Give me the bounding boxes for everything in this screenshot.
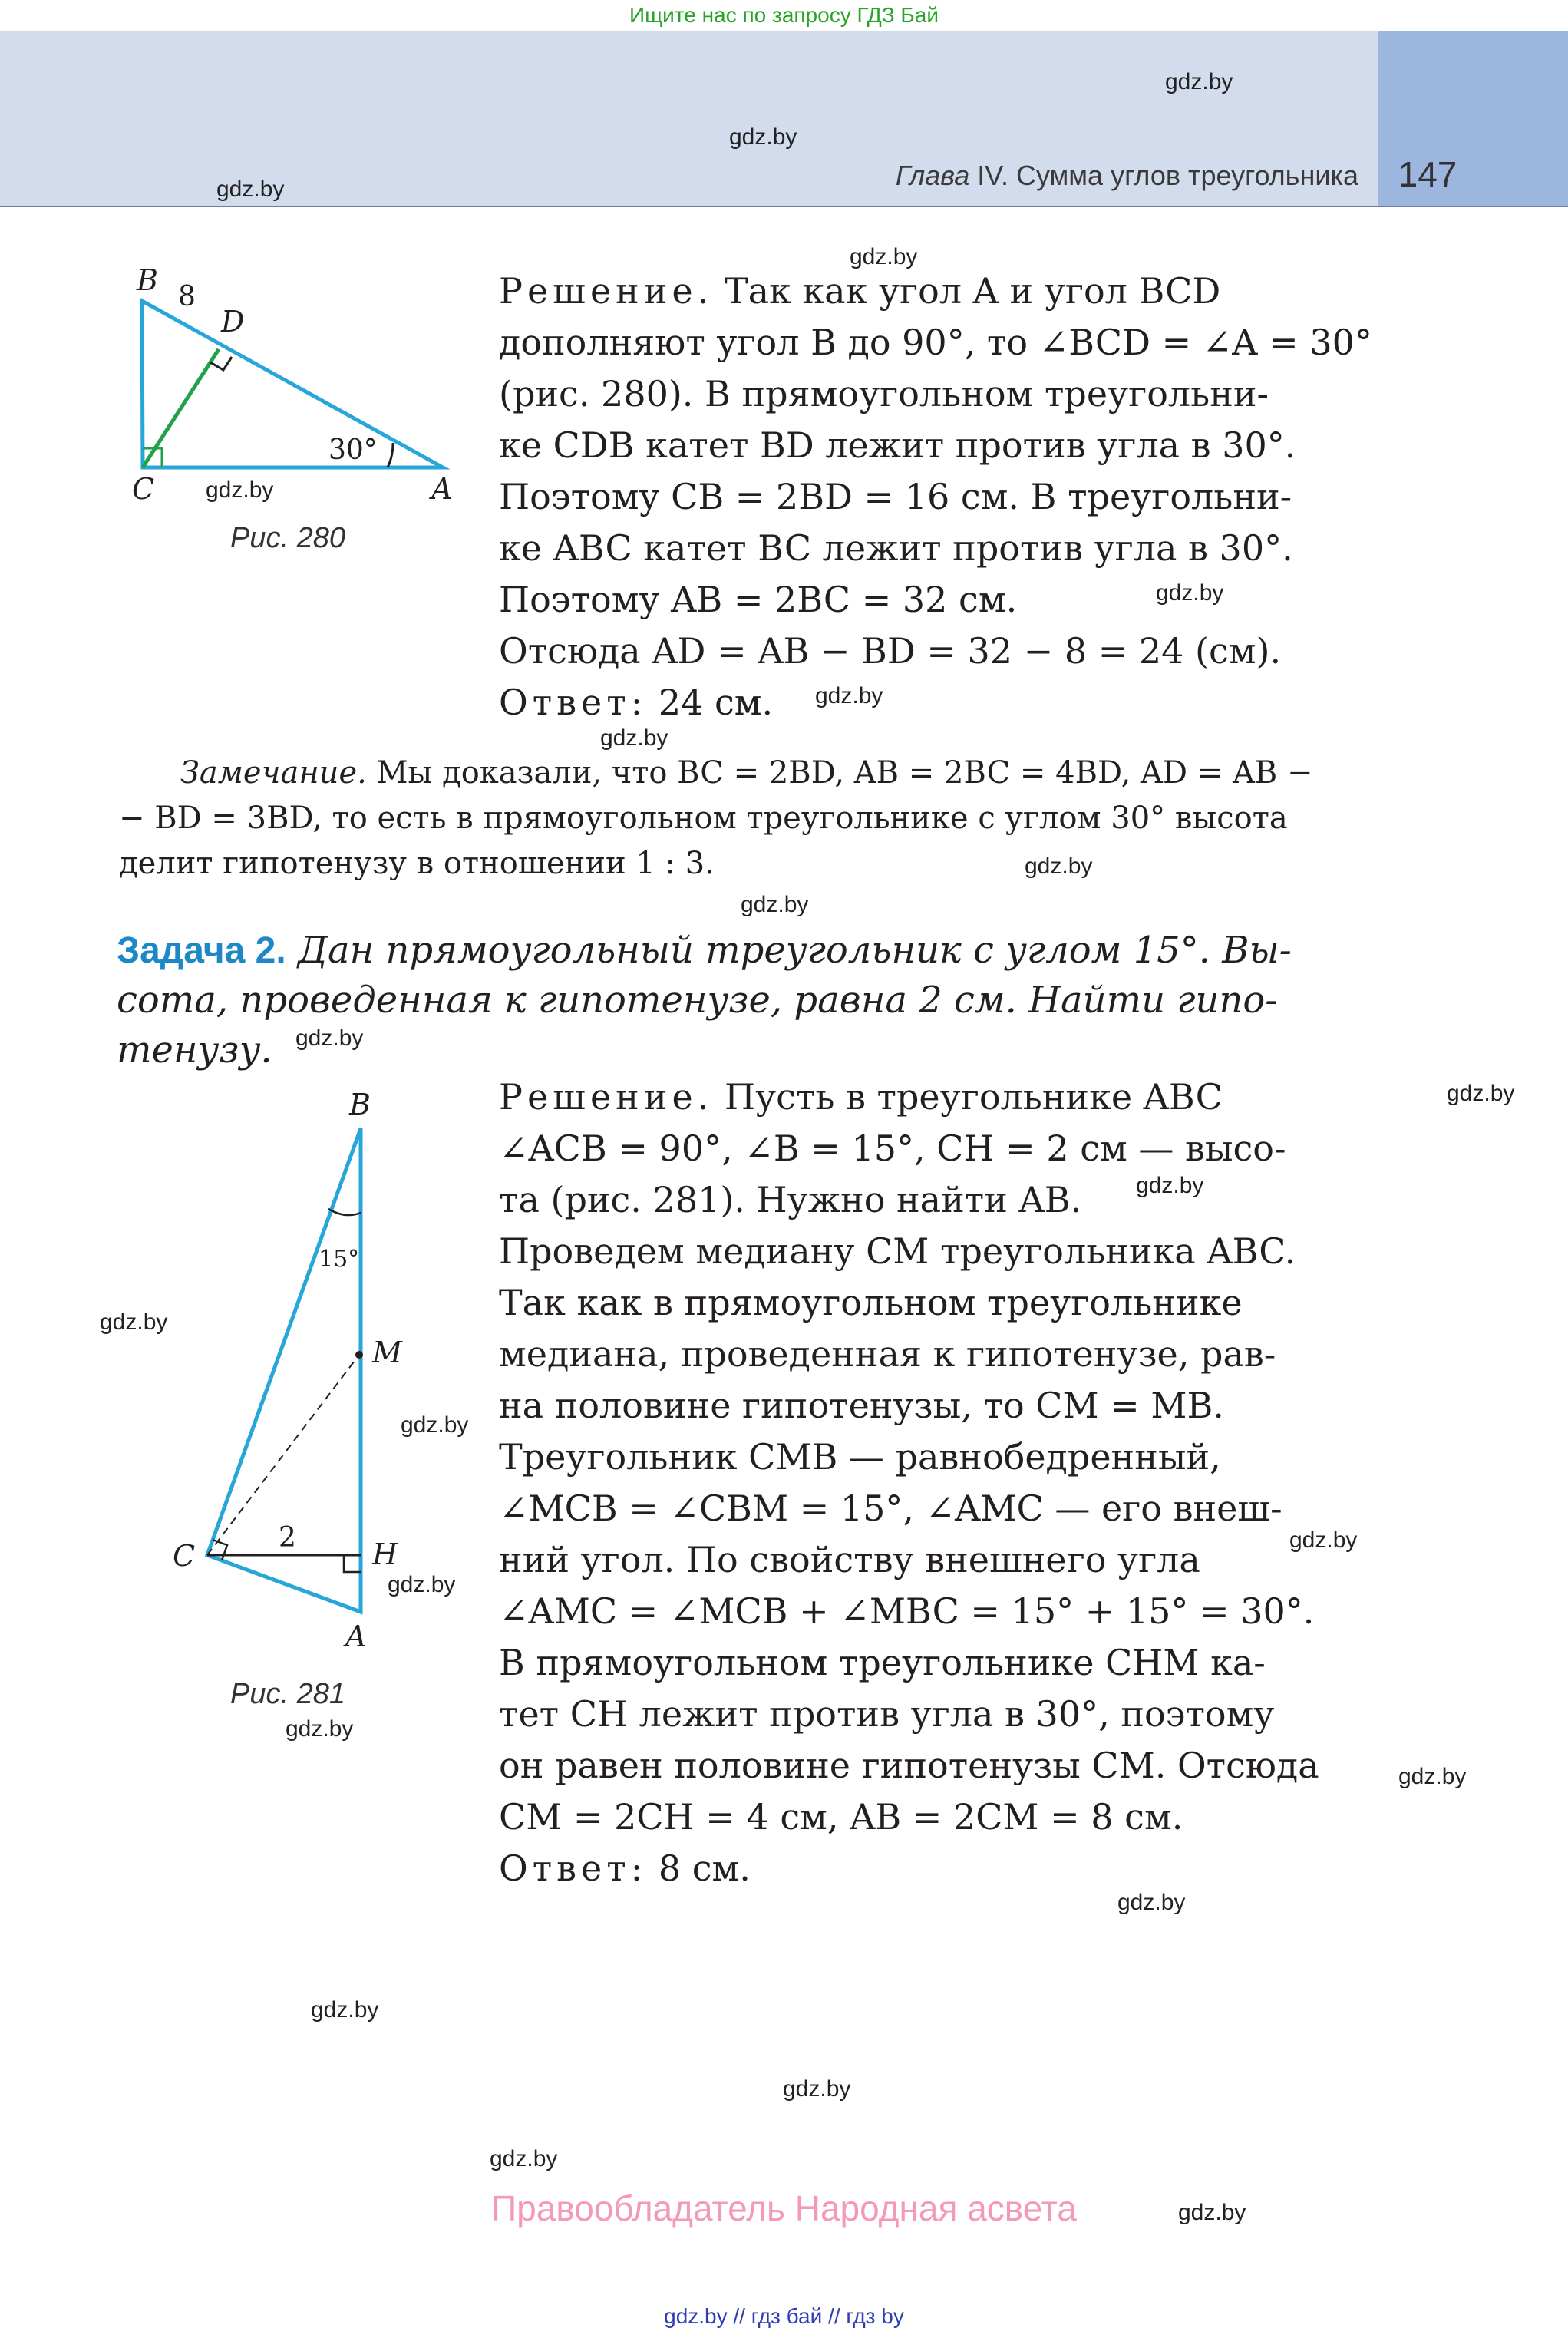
page-number: 147 bbox=[1398, 154, 1457, 194]
watermark: gdz.by bbox=[100, 1309, 168, 1335]
figure-281-caption: Рис. 281 bbox=[230, 1678, 345, 1710]
watermark: gdz.by bbox=[1117, 1890, 1186, 1915]
watermark: gdz.by bbox=[388, 1572, 456, 1597]
solution-label: Решение. bbox=[499, 270, 714, 312]
solution-line: CM = 2CH = 4 см, AB = 2CM = 8 см. bbox=[499, 1796, 1183, 1838]
watermark: gdz.by bbox=[1398, 1764, 1467, 1789]
bottom-links[interactable]: gdz.by // гдз бай // гдз by bbox=[664, 2304, 904, 2328]
label-d: D bbox=[221, 305, 245, 338]
angle-label-30: 30° bbox=[328, 434, 378, 466]
figure-280 bbox=[107, 253, 476, 514]
altitude-cd bbox=[143, 349, 219, 467]
label-c: C bbox=[173, 1539, 196, 1573]
task-line: Дан прямоугольный треугольник с углом 15°. Вы- bbox=[297, 929, 1292, 972]
label-c: C bbox=[132, 472, 155, 506]
angle-label-15: 15° bbox=[319, 1246, 360, 1273]
solution-line: на половине гипотенузы, то CM = MB. bbox=[499, 1385, 1224, 1426]
watermark: gdz.by bbox=[295, 1025, 364, 1051]
solution-label: Решение. bbox=[499, 1076, 714, 1118]
solution-line: Поэтому AB = 2BC = 32 см. bbox=[499, 579, 1018, 620]
watermark: gdz.by bbox=[1178, 2200, 1246, 2225]
watermark: gdz.by bbox=[206, 477, 274, 503]
figure-280-caption: Рис. 280 bbox=[230, 522, 345, 554]
solution-line: дополняют угол B до 90°, то ∠BCD = ∠A = 30° bbox=[499, 322, 1372, 363]
watermark: gdz.by bbox=[1025, 854, 1093, 879]
watermark: gdz.by bbox=[1165, 69, 1233, 94]
solution-2 bbox=[499, 1072, 1381, 1894]
solution-line: он равен половине гипотенузы CM. Отсюда bbox=[499, 1745, 1319, 1786]
watermark: gdz.by bbox=[286, 1716, 354, 1742]
solution-line: Треугольник CMB — равнобедренный, bbox=[499, 1436, 1221, 1478]
watermark: gdz.by bbox=[815, 683, 883, 708]
solution-line: медиана, проведенная к гипотенузе, рав- bbox=[499, 1333, 1276, 1375]
watermark: gdz.by bbox=[216, 177, 285, 202]
solution-line: ∠ACB = 90°, ∠B = 15°, CH = 2 см — высо- bbox=[499, 1128, 1286, 1169]
solution-line: ∠AMC = ∠MCB + ∠MBC = 15° + 15° = 30°. bbox=[499, 1590, 1315, 1632]
label-b: B bbox=[349, 1088, 371, 1121]
label-m: M bbox=[372, 1336, 402, 1369]
remark-line: Мы доказали, что BC = 2BD, AB = 2BC = 4BD, AD = AB − bbox=[376, 755, 1313, 791]
solution-line: ке ABC катет BC лежит против угла в 30°. bbox=[499, 527, 1293, 569]
triangle-abc bbox=[142, 301, 443, 467]
chapter-prefix: Глава bbox=[895, 160, 970, 191]
remark-label: Замечание. bbox=[180, 755, 367, 791]
solution-line: ний угол. По свойству внешнего угла bbox=[499, 1539, 1200, 1580]
solution-line: Проведем медиану CM треугольника ABC. bbox=[499, 1230, 1296, 1272]
solution-line: Поэтому CB = 2BD = 16 см. В треугольни- bbox=[499, 476, 1292, 517]
task-line: сота, проведенная к гипотенузе, равна 2 см. Найти гипо- bbox=[117, 979, 1278, 1022]
solution-line: тет CH лежит против угла в 30°, поэтому bbox=[499, 1693, 1275, 1735]
label-h: H bbox=[372, 1537, 398, 1571]
solution-line: Так как угол A и угол BCD bbox=[724, 270, 1221, 312]
watermark: gdz.by bbox=[600, 725, 668, 751]
watermark: gdz.by bbox=[850, 244, 918, 269]
side-label-2: 2 bbox=[279, 1522, 296, 1554]
header-divider bbox=[0, 206, 1568, 207]
side-label-8: 8 bbox=[178, 281, 196, 312]
angle-arc-a bbox=[388, 443, 393, 467]
watermark: gdz.by bbox=[490, 2146, 558, 2171]
solution-line: Так как в прямоугольном треугольнике bbox=[499, 1282, 1243, 1323]
remark bbox=[119, 751, 1381, 887]
solution-line: ке CDB катет BD лежит против угла в 30°. bbox=[499, 424, 1296, 466]
solution-line: Пусть в треугольнике ABC bbox=[724, 1076, 1223, 1118]
label-a: A bbox=[345, 1620, 367, 1653]
solution-line: ∠MCB = ∠CBM = 15°, ∠AMC — его внеш- bbox=[499, 1488, 1282, 1529]
answer-label: Ответ: bbox=[499, 682, 648, 723]
watermark: gdz.by bbox=[1447, 1081, 1515, 1106]
watermark: gdz.by bbox=[729, 124, 797, 150]
answer-label: Ответ: bbox=[499, 1848, 648, 1889]
chapter-title bbox=[875, 160, 1358, 192]
top-note: Ищите нас по запросу ГДЗ Бай bbox=[629, 3, 939, 27]
solution-line: В прямоугольном треугольнике CHM ка- bbox=[499, 1642, 1266, 1683]
watermark: gdz.by bbox=[311, 1997, 379, 2023]
solution-line: та (рис. 281). Нужно найти AB. bbox=[499, 1179, 1082, 1220]
answer-value: 8 см. bbox=[658, 1848, 751, 1889]
label-a: A bbox=[431, 472, 453, 506]
watermark: gdz.by bbox=[401, 1412, 469, 1438]
task-label: Задача 2. bbox=[117, 930, 286, 971]
answer-value: 24 см. bbox=[658, 682, 774, 723]
figure-281 bbox=[153, 1082, 460, 1666]
watermark: gdz.by bbox=[741, 892, 809, 917]
watermark: gdz.by bbox=[1156, 580, 1224, 606]
watermark: gdz.by bbox=[783, 2076, 851, 2102]
label-b: B bbox=[137, 263, 158, 297]
solution-1 bbox=[499, 266, 1381, 728]
remark-line: − BD = 3BD, то есть в прямоугольном треугольнике с углом 30° высота bbox=[119, 801, 1288, 836]
remark-line: делит гипотенузу в отношении 1 : 3. bbox=[119, 846, 715, 881]
right-angle-mark-h bbox=[344, 1555, 361, 1572]
point-m bbox=[355, 1351, 363, 1359]
solution-line: Отсюда AD = AB − BD = 32 − 8 = 24 (см). bbox=[499, 630, 1282, 672]
solution-line: (рис. 280). В прямоугольном треугольни- bbox=[499, 373, 1269, 414]
watermark: gdz.by bbox=[1136, 1173, 1204, 1198]
watermark: gdz.by bbox=[1289, 1527, 1358, 1553]
chapter-name: IV. Сумма углов треугольника bbox=[977, 160, 1358, 191]
task-2 bbox=[117, 926, 1381, 1075]
task-line: тенузу. bbox=[117, 1029, 272, 1072]
copyright-footer: Правообладатель Народная асвета bbox=[491, 2188, 1077, 2228]
